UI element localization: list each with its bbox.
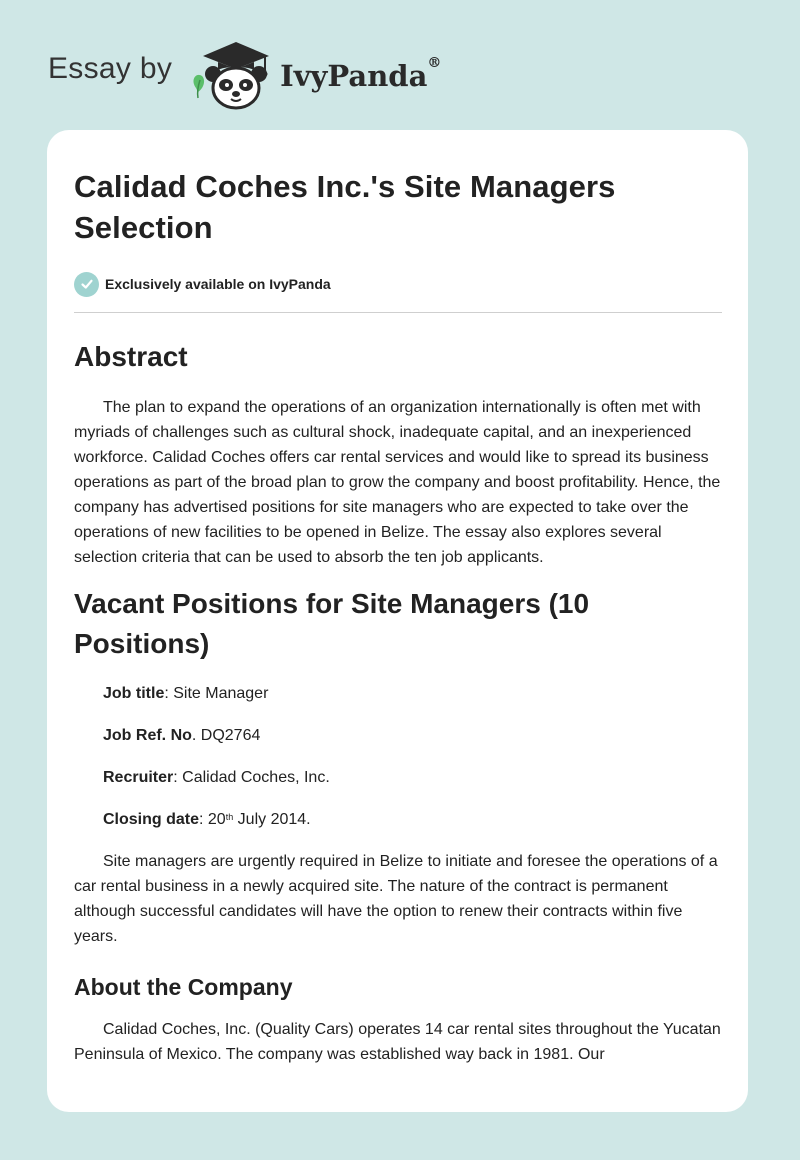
panda-graduate-icon[interactable] xyxy=(186,36,276,112)
abstract-paragraph: The plan to expand the operations of an organization internationally is often met with myriads of challenges such as cultural shock, inadequate capital, and an inexperienced workforce. Calidad Coches offers car rental services and would like to spread its business operations as part of the broad plan to grow the company and boost profitability. Hence, the company has advertised positions for site managers who are expected to take over the operations of new facilities to be opened in Belize. The essay also explores several selection criteria that can be used to absorb the ten job applicants. xyxy=(74,399,721,566)
site-header xyxy=(48,36,441,112)
job-ref-label: Job Ref. No xyxy=(103,727,192,744)
essay-card xyxy=(47,130,748,1112)
recruiter-label: Recruiter xyxy=(103,769,174,786)
exclusive-badge xyxy=(74,270,722,298)
job-title-value: Site Manager xyxy=(173,685,269,702)
closing-date-day: 20 xyxy=(207,811,226,828)
abstract-heading: Abstract xyxy=(74,341,188,372)
job-details xyxy=(74,681,722,832)
about-company-heading: About the Company xyxy=(74,974,293,1000)
closing-date-field: Closing date: 20th July 2014. xyxy=(103,811,311,828)
exclusive-label: Exclusively available on IvyPanda xyxy=(105,276,331,292)
closing-date-rest: July 2014. xyxy=(233,811,311,828)
about-company-paragraph: Calidad Coches, Inc. (Quality Cars) operates 14 car rental sites throughout the Yucatan Peninsula of Mexico. The company was established way back in 1981. Our xyxy=(74,1021,721,1063)
closing-date-label: Closing date xyxy=(103,811,200,828)
job-ref-value: DQ2764 xyxy=(200,727,261,744)
job-ref-field: Job Ref. No. DQ2764 xyxy=(103,727,261,744)
job-title-label: Job title xyxy=(103,685,165,702)
recruiter-field: Recruiter: Calidad Coches, Inc. xyxy=(103,769,330,786)
title-divider xyxy=(74,312,722,313)
registered-mark: ® xyxy=(427,55,442,71)
vacant-positions-heading: Vacant Positions for Site Managers (10 Positions) xyxy=(74,588,590,659)
recruiter-value: Calidad Coches, Inc. xyxy=(182,769,330,786)
closing-date-suffix: th xyxy=(225,812,234,822)
job-title-field: Job title: Site Manager xyxy=(103,685,269,702)
vacant-paragraph: Site managers are urgently required in Belize to initiate and foresee the operations of a car rental business in a newly acquired site. The nature of the contract is permanent although successful candidates will have the option to renew their contracts within five years. xyxy=(74,853,718,945)
page-title: Calidad Coches Inc.'s Site Managers Selection xyxy=(74,169,616,245)
brand-name[interactable]: IvyPanda® xyxy=(280,55,442,93)
brand-prefix: Essay by xyxy=(48,52,173,85)
check-circle-icon xyxy=(74,272,99,297)
